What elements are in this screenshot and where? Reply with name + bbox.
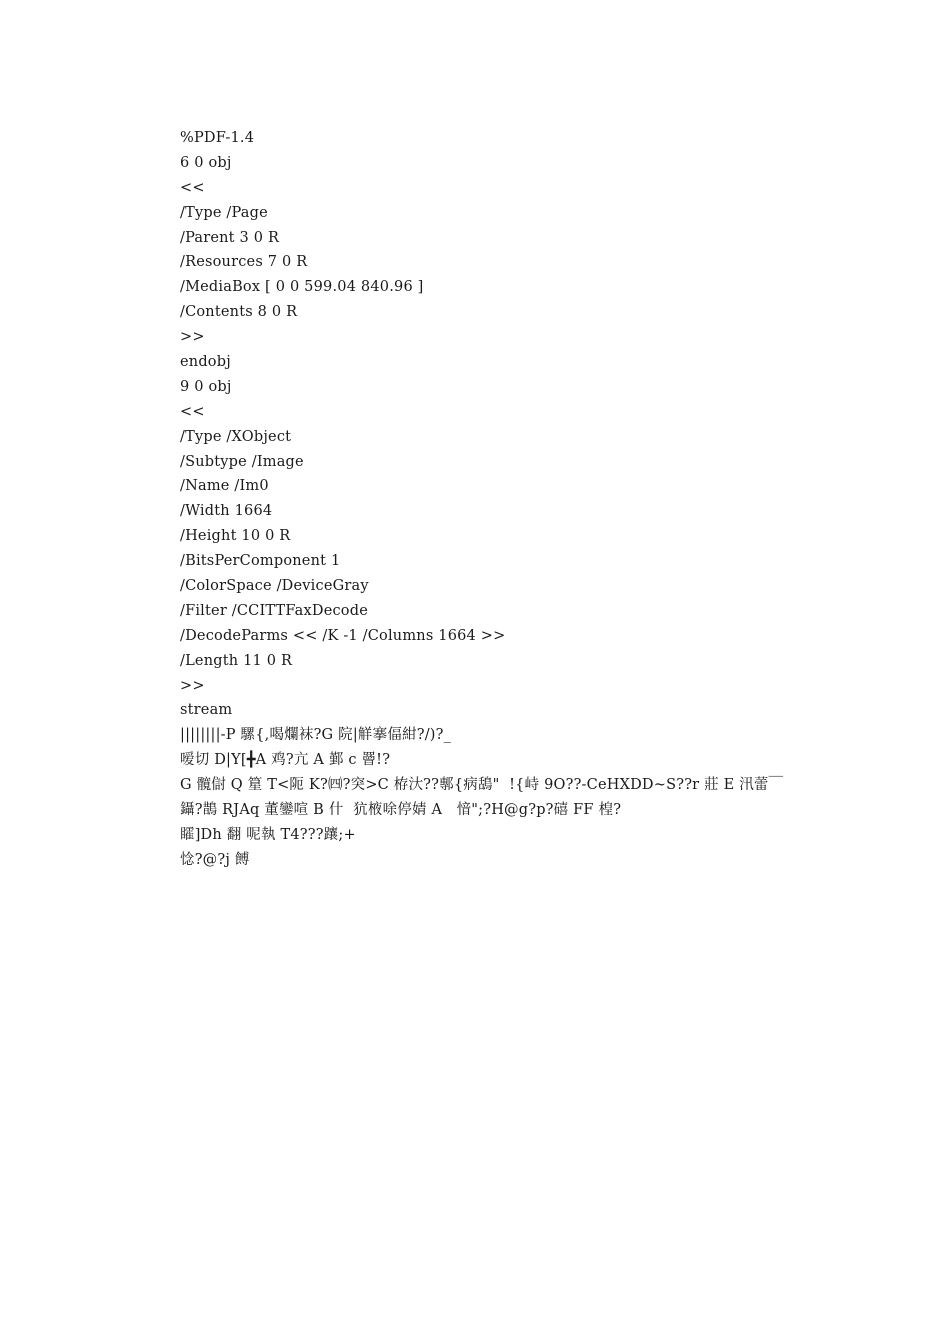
text-line: 6 0 obj bbox=[180, 154, 232, 171]
text-line: 惗?@?j 餺 bbox=[180, 851, 250, 868]
text-line: /Parent 3 0 R bbox=[180, 229, 280, 246]
text-line: 嗳切 D|Y[╋A 鸡?亢 A 鄞 c 罾!? bbox=[180, 752, 391, 769]
text-line: %PDF-1.4 bbox=[180, 130, 255, 146]
text-line: /Height 10 0 R bbox=[180, 528, 291, 545]
text-line: /MediaBox [ 0 0 599.04 840.96 ] bbox=[180, 279, 424, 296]
text-line: /Width 1664 bbox=[180, 503, 273, 520]
text-line: /Type /XObject bbox=[180, 428, 292, 445]
text-line: stream bbox=[180, 702, 233, 719]
text-line: >> bbox=[180, 329, 205, 346]
text-line: /Type /Page bbox=[180, 204, 268, 221]
pdf-source-text bbox=[180, 126, 800, 873]
text-line: /ColorSpace /DeviceGray bbox=[180, 578, 369, 595]
text-line: ||||||||-P 騾{,喝爛袜?G 院|觧搴偪紺?/)?_ bbox=[180, 727, 452, 744]
text-line: << bbox=[180, 179, 205, 196]
text-line: G 髖傠 Q 篂 T<阨 K?㈣?突>C 栫汏??鄟{病鴰" !{峙 9O??-CeHXDD~S??r 莊 E 汛蕾￣ bbox=[180, 777, 784, 794]
text-line: /Filter /CCITTFaxDecode bbox=[180, 602, 369, 619]
text-line: /Length 11 0 R bbox=[180, 652, 293, 669]
text-line: << bbox=[180, 403, 205, 420]
text-line: /Resources 7 0 R bbox=[180, 254, 308, 271]
text-line: 9 0 obj bbox=[180, 378, 232, 395]
text-line: endobj bbox=[180, 354, 231, 371]
text-line: 鑷?鵲 RJAq 董鑾喧 B 什 犺棭唋停婧 A 愔";?H@g?p?礂 FF 楻? bbox=[180, 802, 622, 819]
text-line: /Contents 8 0 R bbox=[180, 304, 298, 321]
text-line: /DecodeParms << /K -1 /Columns 1664 >> bbox=[180, 627, 506, 644]
text-line: /Subtype /Image bbox=[180, 453, 304, 470]
text-line: /Name /Im0 bbox=[180, 478, 269, 495]
text-line: >> bbox=[180, 677, 205, 694]
text-line: 矐]Dh 翻 呢執 T4???躟;+ bbox=[180, 826, 356, 843]
text-line: /BitsPerComponent 1 bbox=[180, 553, 341, 570]
